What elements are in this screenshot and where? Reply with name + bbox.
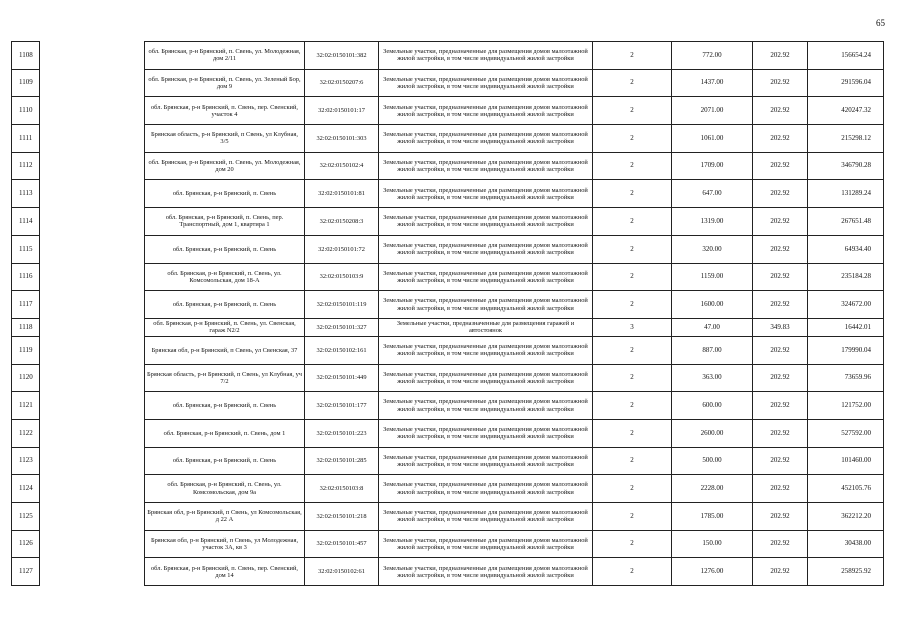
table-body bbox=[12, 42, 884, 586]
cadastral-value-cell: 267651.48 bbox=[808, 208, 884, 236]
cadastral-value-cell: 420247.32 bbox=[808, 97, 884, 125]
group-cell: 2 bbox=[593, 152, 672, 180]
cadastral-value-cell: 16442.01 bbox=[808, 318, 884, 336]
cadastral-value-cell: 64934.40 bbox=[808, 235, 884, 263]
rate-cell: 202.92 bbox=[753, 291, 808, 319]
blank-cell bbox=[40, 235, 145, 263]
area-cell: 500.00 bbox=[672, 447, 753, 475]
blank-cell bbox=[40, 364, 145, 392]
row-number: 1124 bbox=[12, 475, 40, 503]
table-row bbox=[12, 263, 884, 291]
address-cell: обл. Брянская, р-н Брянский, п. Свень, пер. Свенский, участок 4 bbox=[145, 97, 305, 125]
blank-cell bbox=[40, 558, 145, 586]
cadastral-number-cell: 32:02:0150101:177 bbox=[305, 392, 379, 420]
address-cell: обл. Брянская, р-н Брянский, п. Свень, ул. Комсомольская, дом 18-А bbox=[145, 263, 305, 291]
group-cell: 2 bbox=[593, 125, 672, 153]
purpose-cell: Земельные участки, предназначенные для размещения домов малоэтажной жилой застройки, в том числе индивидуальной жилой застройки bbox=[379, 447, 593, 475]
blank-cell bbox=[40, 291, 145, 319]
purpose-cell: Земельные участки, предназначенные для размещения домов малоэтажной жилой застройки, в том числе индивидуальной жилой застройки bbox=[379, 392, 593, 420]
row-number: 1116 bbox=[12, 263, 40, 291]
area-cell: 1709.00 bbox=[672, 152, 753, 180]
table-row bbox=[12, 69, 884, 97]
rate-cell: 202.92 bbox=[753, 392, 808, 420]
purpose-cell: Земельные участки, предназначенные для размещения домов малоэтажной жилой застройки, в том числе индивидуальной жилой застройки bbox=[379, 291, 593, 319]
row-number: 1120 bbox=[12, 364, 40, 392]
rate-cell: 202.92 bbox=[753, 419, 808, 447]
address-cell: Брянская область, р-н Брянский, п Свень, ул Клубная, уч 7/2 bbox=[145, 364, 305, 392]
purpose-cell: Земельные участки, предназначенные для размещения домов малоэтажной жилой застройки, в том числе индивидуальной жилой застройки bbox=[379, 530, 593, 558]
blank-cell bbox=[40, 42, 145, 70]
address-cell: обл. Брянская, р-н Брянский, п. Свень, дом 1 bbox=[145, 419, 305, 447]
blank-cell bbox=[40, 318, 145, 336]
purpose-cell: Земельные участки, предназначенные для размещения домов малоэтажной жилой застройки, в том числе индивидуальной жилой застройки bbox=[379, 419, 593, 447]
blank-cell bbox=[40, 125, 145, 153]
blank-cell bbox=[40, 419, 145, 447]
cadastral-number-cell: 32:02:0150208:3 bbox=[305, 208, 379, 236]
table-row bbox=[12, 558, 884, 586]
cadastral-value-cell: 215298.12 bbox=[808, 125, 884, 153]
address-cell: обл. Брянская, р-н Брянский, п. Свень, ул. Комсомольская, дом 9а bbox=[145, 475, 305, 503]
rate-cell: 202.92 bbox=[753, 69, 808, 97]
row-number: 1126 bbox=[12, 530, 40, 558]
cadastral-value-cell: 324672.00 bbox=[808, 291, 884, 319]
cadastral-value-cell: 527592.00 bbox=[808, 419, 884, 447]
purpose-cell: Земельные участки, предназначенные для размещения домов малоэтажной жилой застройки, в том числе индивидуальной жилой застройки bbox=[379, 97, 593, 125]
area-cell: 2600.00 bbox=[672, 419, 753, 447]
row-number: 1122 bbox=[12, 419, 40, 447]
address-cell: обл. Брянская, р-н Брянский, п. Свень bbox=[145, 392, 305, 420]
blank-cell bbox=[40, 180, 145, 208]
blank-cell bbox=[40, 152, 145, 180]
row-number: 1125 bbox=[12, 503, 40, 531]
rate-cell: 202.92 bbox=[753, 125, 808, 153]
blank-cell bbox=[40, 447, 145, 475]
rate-cell: 349.83 bbox=[753, 318, 808, 336]
row-number: 1112 bbox=[12, 152, 40, 180]
area-cell: 600.00 bbox=[672, 392, 753, 420]
group-cell: 2 bbox=[593, 180, 672, 208]
area-cell: 1785.00 bbox=[672, 503, 753, 531]
rate-cell: 202.92 bbox=[753, 263, 808, 291]
cadastral-number-cell: 32:02:0150102:161 bbox=[305, 336, 379, 364]
table-row bbox=[12, 152, 884, 180]
group-cell: 2 bbox=[593, 235, 672, 263]
purpose-cell: Земельные участки, предназначенные для размещения домов малоэтажной жилой застройки, в том числе индивидуальной жилой застройки bbox=[379, 42, 593, 70]
cadastral-value-cell: 258925.92 bbox=[808, 558, 884, 586]
area-cell: 2071.00 bbox=[672, 97, 753, 125]
group-cell: 2 bbox=[593, 69, 672, 97]
rate-cell: 202.92 bbox=[753, 235, 808, 263]
purpose-cell: Земельные участки, предназначенные для размещения домов малоэтажной жилой застройки, в том числе индивидуальной жилой застройки bbox=[379, 558, 593, 586]
address-cell: обл. Брянская, р-н Брянский, п. Свень, ул. Молодежная, дом 2/11 bbox=[145, 42, 305, 70]
purpose-cell: Земельные участки, предназначенные для размещения домов малоэтажной жилой застройки, в том числе индивидуальной жилой застройки bbox=[379, 152, 593, 180]
purpose-cell: Земельные участки, предназначенные для размещения домов малоэтажной жилой застройки, в том числе индивидуальной жилой застройки bbox=[379, 503, 593, 531]
row-number: 1114 bbox=[12, 208, 40, 236]
blank-cell bbox=[40, 392, 145, 420]
group-cell: 2 bbox=[593, 42, 672, 70]
blank-cell bbox=[40, 97, 145, 125]
address-cell: Брянская обл, р-н Брянский, п Свень, ул Комсомольская, д 22 А bbox=[145, 503, 305, 531]
area-cell: 150.00 bbox=[672, 530, 753, 558]
cadastral-value-cell: 235184.28 bbox=[808, 263, 884, 291]
address-cell: обл. Брянская, р-н Брянский, п. Свень bbox=[145, 180, 305, 208]
table-row bbox=[12, 419, 884, 447]
cadastral-number-cell: 32:02:0150101:449 bbox=[305, 364, 379, 392]
group-cell: 2 bbox=[593, 503, 672, 531]
group-cell: 2 bbox=[593, 392, 672, 420]
area-cell: 1437.00 bbox=[672, 69, 753, 97]
blank-cell bbox=[40, 503, 145, 531]
address-cell: обл. Брянская, р-н Брянский, п. Свень, ул. Свенская, гараж N2/2 bbox=[145, 318, 305, 336]
row-number: 1111 bbox=[12, 125, 40, 153]
blank-cell bbox=[40, 263, 145, 291]
cadastral-value-cell: 346790.28 bbox=[808, 152, 884, 180]
group-cell: 2 bbox=[593, 291, 672, 319]
table-row bbox=[12, 125, 884, 153]
cadastral-value-table bbox=[11, 41, 884, 586]
address-cell: обл. Брянская, р-н Брянский, п. Свень, пер. Транспортный, дом 1, квартира 1 bbox=[145, 208, 305, 236]
blank-cell bbox=[40, 530, 145, 558]
cadastral-value-cell: 121752.00 bbox=[808, 392, 884, 420]
blank-cell bbox=[40, 69, 145, 97]
cadastral-number-cell: 32:02:0150102:4 bbox=[305, 152, 379, 180]
rate-cell: 202.92 bbox=[753, 336, 808, 364]
group-cell: 2 bbox=[593, 336, 672, 364]
table-row bbox=[12, 392, 884, 420]
group-cell: 2 bbox=[593, 364, 672, 392]
address-cell: обл. Брянская, р-н Брянский, п. Свень, пер. Свенский, дом 14 bbox=[145, 558, 305, 586]
rate-cell: 202.92 bbox=[753, 364, 808, 392]
address-cell: Брянская обл, р-н Брянский, п Свень, ул Свенская, 37 bbox=[145, 336, 305, 364]
row-number: 1109 bbox=[12, 69, 40, 97]
row-number: 1118 bbox=[12, 318, 40, 336]
group-cell: 3 bbox=[593, 318, 672, 336]
table-row bbox=[12, 503, 884, 531]
cadastral-value-cell: 179990.04 bbox=[808, 336, 884, 364]
address-cell: обл. Брянская, р-н Брянский, п. Свень bbox=[145, 235, 305, 263]
purpose-cell: Земельные участки, предназначенные для размещения домов малоэтажной жилой застройки, в том числе индивидуальной жилой застройки bbox=[379, 235, 593, 263]
cadastral-number-cell: 32:02:0150101:17 bbox=[305, 97, 379, 125]
rate-cell: 202.92 bbox=[753, 530, 808, 558]
row-number: 1113 bbox=[12, 180, 40, 208]
area-cell: 647.00 bbox=[672, 180, 753, 208]
table-row bbox=[12, 447, 884, 475]
rate-cell: 202.92 bbox=[753, 558, 808, 586]
area-cell: 2228.00 bbox=[672, 475, 753, 503]
rate-cell: 202.92 bbox=[753, 152, 808, 180]
table-row bbox=[12, 42, 884, 70]
purpose-cell: Земельные участки, предназначенные для размещения домов малоэтажной жилой застройки, в том числе индивидуальной жилой застройки bbox=[379, 475, 593, 503]
cadastral-number-cell: 32:02:0150101:223 bbox=[305, 419, 379, 447]
group-cell: 2 bbox=[593, 419, 672, 447]
cadastral-number-cell: 32:02:0150101:119 bbox=[305, 291, 379, 319]
address-cell: обл. Брянская, р-н Брянский, п. Свень, ул. Молодежная, дом 20 bbox=[145, 152, 305, 180]
area-cell: 363.00 bbox=[672, 364, 753, 392]
address-cell: обл. Брянская, р-н Брянский, п. Свень, ул. Зеленый Бор, дом 9 bbox=[145, 69, 305, 97]
group-cell: 2 bbox=[593, 475, 672, 503]
cadastral-value-cell: 452105.76 bbox=[808, 475, 884, 503]
blank-cell bbox=[40, 475, 145, 503]
cadastral-number-cell: 32:02:0150101:218 bbox=[305, 503, 379, 531]
cadastral-number-cell: 32:02:0150102:61 bbox=[305, 558, 379, 586]
table-row bbox=[12, 475, 884, 503]
cadastral-number-cell: 32:02:0150207:6 bbox=[305, 69, 379, 97]
cadastral-number-cell: 32:02:0150101:72 bbox=[305, 235, 379, 263]
row-number: 1127 bbox=[12, 558, 40, 586]
cadastral-value-cell: 73659.96 bbox=[808, 364, 884, 392]
group-cell: 2 bbox=[593, 97, 672, 125]
area-cell: 887.00 bbox=[672, 336, 753, 364]
area-cell: 1061.00 bbox=[672, 125, 753, 153]
rate-cell: 202.92 bbox=[753, 180, 808, 208]
rate-cell: 202.92 bbox=[753, 447, 808, 475]
purpose-cell: Земельные участки, предназначенные для размещения гаражей и автостоянок bbox=[379, 318, 593, 336]
address-cell: обл. Брянская, р-н Брянский, п. Свень bbox=[145, 447, 305, 475]
area-cell: 1276.00 bbox=[672, 558, 753, 586]
table-row bbox=[12, 235, 884, 263]
group-cell: 2 bbox=[593, 530, 672, 558]
purpose-cell: Земельные участки, предназначенные для размещения домов малоэтажной жилой застройки, в том числе индивидуальной жилой застройки bbox=[379, 180, 593, 208]
row-number: 1123 bbox=[12, 447, 40, 475]
purpose-cell: Земельные участки, предназначенные для размещения домов малоэтажной жилой застройки, в том числе индивидуальной жилой застройки bbox=[379, 336, 593, 364]
row-number: 1110 bbox=[12, 97, 40, 125]
cadastral-number-cell: 32:02:0150101:303 bbox=[305, 125, 379, 153]
group-cell: 2 bbox=[593, 558, 672, 586]
address-cell: Брянская область, р-н Брянский, п Свень, ул Клубная, 3/5 bbox=[145, 125, 305, 153]
group-cell: 2 bbox=[593, 447, 672, 475]
address-cell: обл. Брянская, р-н Брянский, п. Свень bbox=[145, 291, 305, 319]
purpose-cell: Земельные участки, предназначенные для размещения домов малоэтажной жилой застройки, в том числе индивидуальной жилой застройки bbox=[379, 364, 593, 392]
rate-cell: 202.92 bbox=[753, 97, 808, 125]
area-cell: 1600.00 bbox=[672, 291, 753, 319]
cadastral-number-cell: 32:02:0150103:8 bbox=[305, 475, 379, 503]
rate-cell: 202.92 bbox=[753, 208, 808, 236]
cadastral-value-cell: 101460.00 bbox=[808, 447, 884, 475]
cadastral-number-cell: 32:02:0150101:382 bbox=[305, 42, 379, 70]
group-cell: 2 bbox=[593, 208, 672, 236]
table-row bbox=[12, 364, 884, 392]
area-cell: 1159.00 bbox=[672, 263, 753, 291]
table-row bbox=[12, 97, 884, 125]
cadastral-value-cell: 131289.24 bbox=[808, 180, 884, 208]
blank-cell bbox=[40, 208, 145, 236]
table-row bbox=[12, 336, 884, 364]
table-row bbox=[12, 530, 884, 558]
row-number: 1117 bbox=[12, 291, 40, 319]
cadastral-number-cell: 32:02:0150101:327 bbox=[305, 318, 379, 336]
page-number: 65 bbox=[876, 18, 885, 28]
rate-cell: 202.92 bbox=[753, 42, 808, 70]
cadastral-number-cell: 32:02:0150101:457 bbox=[305, 530, 379, 558]
cadastral-value-cell: 156654.24 bbox=[808, 42, 884, 70]
area-cell: 772.00 bbox=[672, 42, 753, 70]
table-row bbox=[12, 291, 884, 319]
cadastral-value-cell: 362212.20 bbox=[808, 503, 884, 531]
row-number: 1119 bbox=[12, 336, 40, 364]
cadastral-number-cell: 32:02:0150101:285 bbox=[305, 447, 379, 475]
row-number: 1115 bbox=[12, 235, 40, 263]
table-row bbox=[12, 180, 884, 208]
rate-cell: 202.92 bbox=[753, 475, 808, 503]
purpose-cell: Земельные участки, предназначенные для размещения домов малоэтажной жилой застройки, в том числе индивидуальной жилой застройки bbox=[379, 69, 593, 97]
cadastral-number-cell: 32:02:0150103:9 bbox=[305, 263, 379, 291]
area-cell: 320.00 bbox=[672, 235, 753, 263]
address-cell: Брянская обл, р-н Брянский, п Свень, ул Молодежная, участок 3А, кв 3 bbox=[145, 530, 305, 558]
purpose-cell: Земельные участки, предназначенные для размещения домов малоэтажной жилой застройки, в том числе индивидуальной жилой застройки bbox=[379, 263, 593, 291]
cadastral-value-cell: 291596.04 bbox=[808, 69, 884, 97]
table-row bbox=[12, 208, 884, 236]
rate-cell: 202.92 bbox=[753, 503, 808, 531]
cadastral-value-cell: 30438.00 bbox=[808, 530, 884, 558]
purpose-cell: Земельные участки, предназначенные для размещения домов малоэтажной жилой застройки, в том числе индивидуальной жилой застройки bbox=[379, 125, 593, 153]
table-row bbox=[12, 318, 884, 336]
cadastral-number-cell: 32:02:0150101:81 bbox=[305, 180, 379, 208]
group-cell: 2 bbox=[593, 263, 672, 291]
purpose-cell: Земельные участки, предназначенные для размещения домов малоэтажной жилой застройки, в том числе индивидуальной жилой застройки bbox=[379, 208, 593, 236]
row-number: 1108 bbox=[12, 42, 40, 70]
area-cell: 47.00 bbox=[672, 318, 753, 336]
row-number: 1121 bbox=[12, 392, 40, 420]
blank-cell bbox=[40, 336, 145, 364]
area-cell: 1319.00 bbox=[672, 208, 753, 236]
